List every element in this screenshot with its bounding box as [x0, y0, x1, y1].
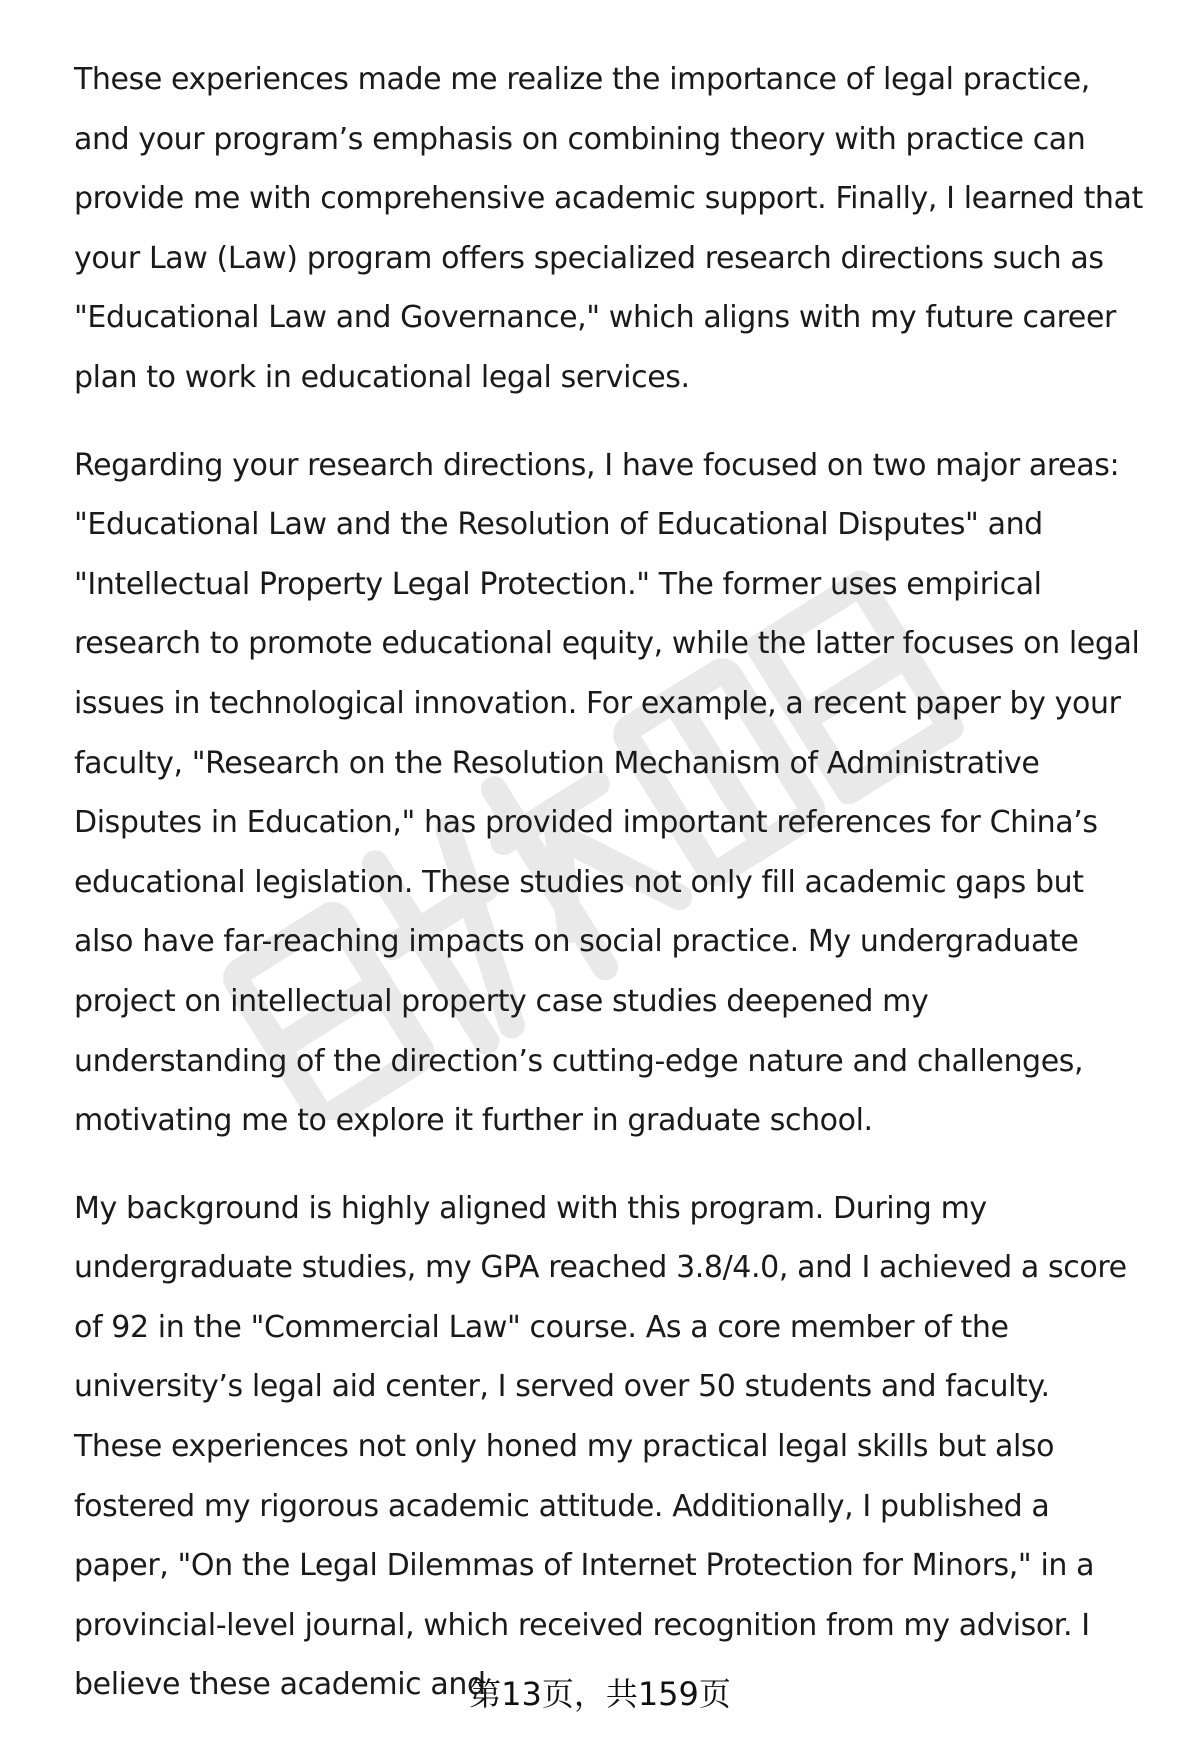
paragraph-2: Regarding your research directions, I have focused on two major areas: "Educational Law and the Resolution of Educational Disputes" and "Intellectual Property Legal Protection." The former uses empirical research to promote educational equity, while the latter focuses on legal issues in technological innovation. For example, a recent paper by your faculty, "Research on the Resolution Mechanism of Administrative Disputes in Education," has provided important references for China’s educational legislation. These studies not only fill academic gaps but also have far-reaching impacts on social practice. My undergraduate project on intellectual property case studies deepened my understanding of the direction’s cutting-edge nature and challenges, motivating me to explore it further in graduate school.: [74, 447, 1140, 1139]
document-body: [74, 50, 1144, 1743]
paragraph-3: My background is highly aligned with this program. During my undergraduate studies, my GPA reached 3.8/4.0, and I achieved a score of 92 in the "Commercial Law" course. As a core member of the university’s legal aid center, I served over 50 students and faculty. These experiences not only honed my practical legal skills but also fostered my rigorous academic attitude. Additionally, I published a paper, "On the Legal Dilemmas of Internet Protection for Minors," in a provincial-level journal, which received recognition from my advisor. I believe these academic and: [74, 1190, 1127, 1703]
page-number-footer: 第13页，共159页: [469, 1675, 731, 1713]
paragraph-1: These experiences made me realize the importance of legal practice, and your program’s emphasis on combining theory with practice can provide me with comprehensive academic support. Finally, I learned that your Law (Law) program offers specialized research directions such as "Educational Law and Governance," which aligns with my future career plan to work in educational legal services.: [74, 62, 1143, 395]
